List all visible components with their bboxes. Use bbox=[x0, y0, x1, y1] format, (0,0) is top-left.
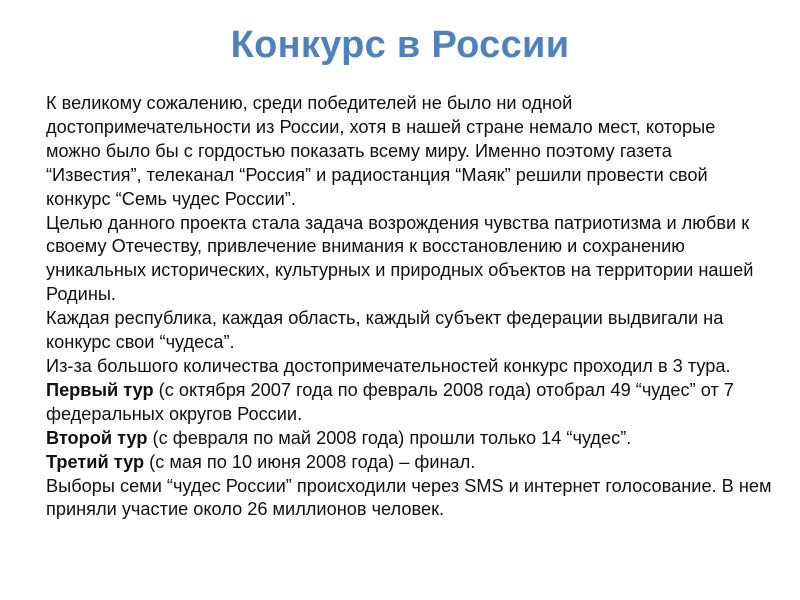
round-2-label: Второй тур bbox=[46, 427, 148, 448]
paragraph-goal: Целью данного проекта стала задача возрождения чувства патриотизма и любви к своему Отечеству, привлечение внимания к восстановлению и сохранению уникальных исторических, культурных и природных объектов на территории нашей Родины. bbox=[46, 212, 754, 305]
paragraph-rounds-intro: Из-за большого количества достопримечательностей конкурс проходил в 3 тура. bbox=[46, 355, 731, 376]
paragraph-round-3 bbox=[46, 451, 772, 475]
paragraph-voting: Выборы семи “чудес России” происходили через SMS и интернет голосование. В нем приняли участие около 26 миллионов человек. bbox=[46, 475, 772, 520]
round-2-text: (с февраля по май 2008 года) прошли только 14 “чудес”. bbox=[147, 427, 632, 448]
round-3-text: (с мая по 10 июня 2008 года) – финал. bbox=[144, 451, 476, 472]
paragraph-round-2 bbox=[46, 427, 772, 451]
paragraph-intro: К великому сожалению, среди победителей не было ни одной достопримечательности из России, хотя в нашей стране немало мест, которые можно было бы с гордостью показать всему миру. Именно поэтому газета “Известия”, телеканал “Россия” и радиостанция “Маяк” решили провести свой конкурс “Семь чудес России”. bbox=[46, 93, 716, 209]
round-1-label: Первый тур bbox=[46, 379, 154, 400]
slide-body bbox=[46, 92, 772, 522]
paragraph-nominations: Каждая республика, каждая область, каждый субъект федерации выдвигали на конкурс свои “чудеса”. bbox=[46, 308, 724, 353]
slide-title: Конкурс в России bbox=[230, 24, 570, 66]
paragraph-round-1 bbox=[46, 379, 772, 427]
round-3-label: Третий тур bbox=[46, 451, 145, 472]
round-1-text: (с октября 2007 года по февраль 2008 года) отобрал 49 “чудес” от 7 федеральных округов России. bbox=[46, 379, 734, 424]
